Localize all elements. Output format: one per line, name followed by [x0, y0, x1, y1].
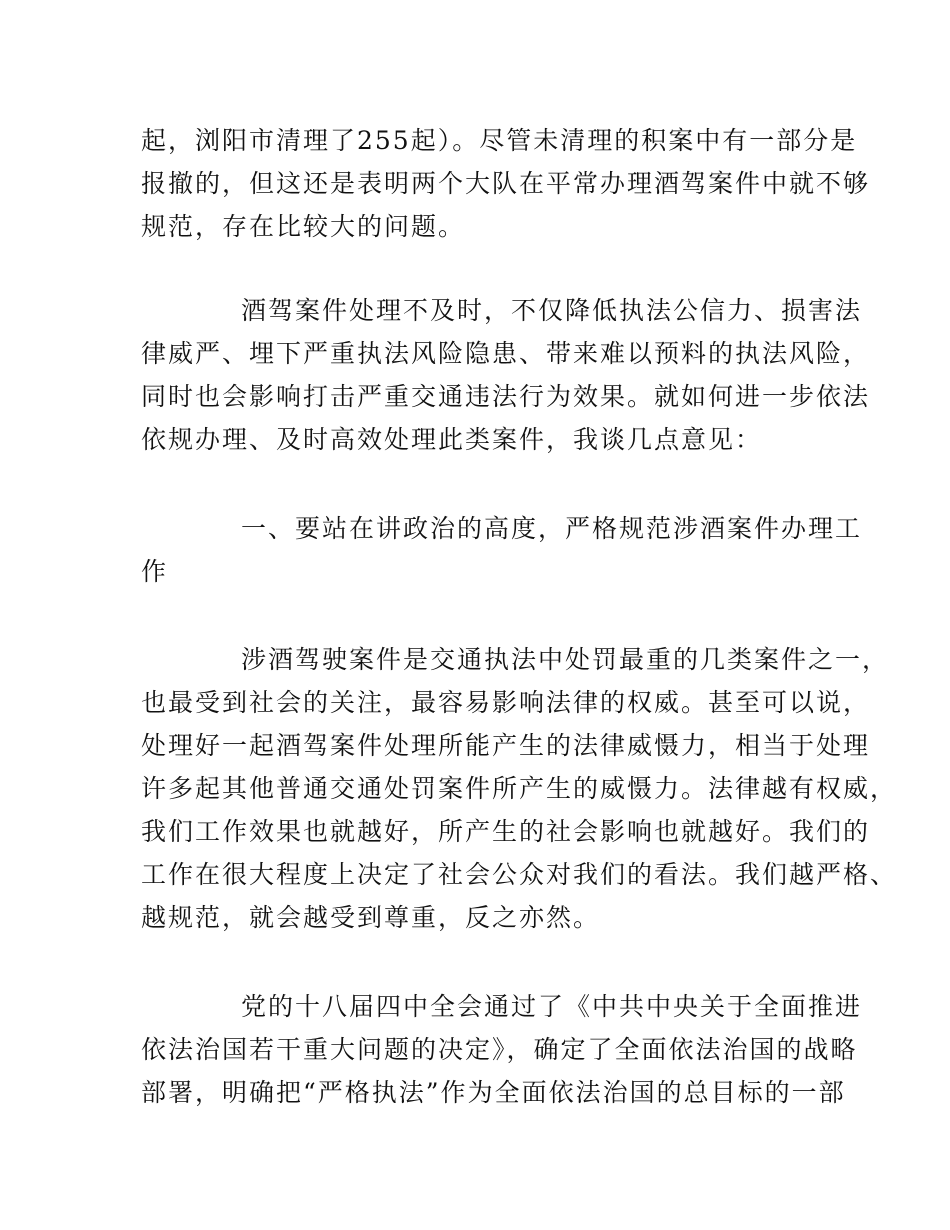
paragraph-line: 我们工作效果也就越好，所产生的社会影响也就越好。我们的	[141, 817, 871, 846]
paragraph-line: 依规办理、及时高效处理此类案件，我谈几点意见：	[141, 425, 763, 454]
paragraph-line: 越规范，就会越受到尊重，反之亦然。	[141, 903, 601, 932]
section-heading-1	[141, 507, 863, 593]
paragraph-line: 规范，存在比较大的问题。	[141, 212, 466, 241]
paragraph-4	[141, 985, 863, 1114]
paragraph-line: 起，浏阳市清理了255起）。尽管未清理的积案中有一部分是	[141, 126, 858, 155]
paragraph-line: 部署，明确把“严格执法”作为全面依法治国的总目标的一部	[141, 1078, 846, 1107]
paragraph-line: 同时也会影响打击严重交通违法行为效果。就如何进一步依法	[141, 382, 871, 411]
paragraph-line: 许多起其他普通交通处罚案件所产生的威慑力。法律越有权威，	[141, 774, 898, 803]
paragraph-line: 工作在很大程度上决定了社会公众对我们的看法。我们越严格、	[141, 860, 898, 889]
paragraph-2	[141, 289, 871, 461]
paragraph-line: 涉酒驾驶案件是交通执法中处罚最重的几类案件之一，	[241, 645, 890, 674]
paragraph-line: 处理好一起酒驾案件处理所能产生的法律威慑力，相当于处理	[141, 731, 871, 760]
paragraph-line: 报撤的，但这还是表明两个大队在平常办理酒驾案件中就不够	[141, 169, 871, 198]
paragraph-1	[141, 119, 871, 248]
paragraph-line: 依法治国若干重大问题的决定》，确定了全面依法治国的战略	[141, 1035, 858, 1064]
heading-line: 一、要站在讲政治的高度，严格规范涉酒案件办理工	[241, 514, 863, 543]
paragraph-line: 党的十八届四中全会通过了《中共中央关于全面推进	[241, 992, 863, 1021]
heading-line: 作	[141, 557, 169, 586]
paragraph-line: 也最受到社会的关注，最容易影响法律的权威。甚至可以说，	[141, 688, 871, 717]
paragraph-line: 律威严、埋下严重执法风险隐患、带来难以预料的执法风险，	[141, 339, 871, 368]
paragraph-3	[141, 638, 898, 939]
paragraph-line: 酒驾案件处理不及时，不仅降低执法公信力、损害法	[241, 296, 863, 325]
